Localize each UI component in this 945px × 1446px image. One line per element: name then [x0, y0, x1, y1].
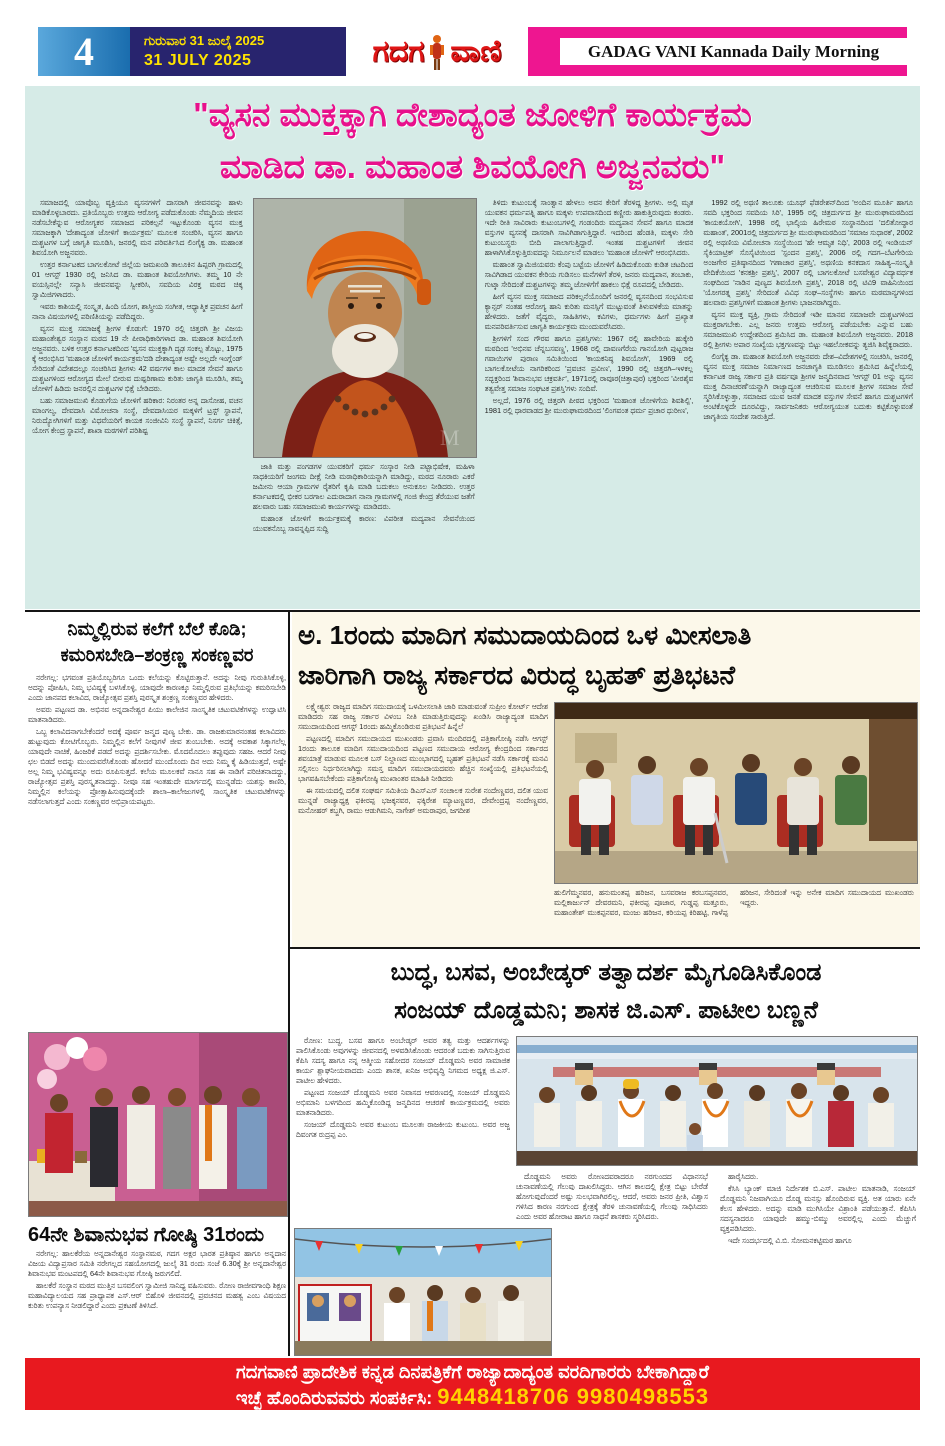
masthead-band: [38, 27, 907, 76]
protest-body: [298, 702, 548, 942]
body-paragraph: ಸಂಜಯ್ ದೊಡ್ಡಮನಿ ಅವರ ಕುಟುಂಬ ಮೂಲತಃ ರಾಜಕೀಯ ಕುಟುಂಬ. ಅವರ ಅಜ್ಜ ದಿವಂಗತ ರುದ್ರಪ್ಪ ಎಂ.: [296, 1120, 510, 1139]
body-paragraph: ಅಲ್ಲದೆ, 1976 ರಲ್ಲಿ ಚಿತ್ತರಗಿ ಪೀಠದ ಭಕ್ತರಿಂದ 'ಮಹಾಂತ ಜೋಳಿಗೆಯ ಶಿವಶಿಲ್ಪಿ', 1981 ರಲ್ಲಿ ಧಾರವಾಡದ ಶ್ರೀ ಮುರುಘಾಮಠದಿಂದ 'ಲಿಂಗವಂತ ಧರ್ಮ ಪ್ರಚಾರ ಧುರೀಣ',: [484, 396, 694, 415]
lead-column-2: [253, 198, 475, 605]
body-paragraph: ಈ ಸಮಯದಲ್ಲಿ ದಲಿತ ಸಂಘರ್ಷ ಸಮಿತಿಯ ಡಿಎಸ್ಎಸ್ ಸಂಚಾಲಕ ಸುರೇಶ ನಂದೇಣ್ಣವರ, ದಲಿತ ಯುವ ಮುನ್ನಡೆ ರಾಜ್ಯಾಧ್ಯಕ್ಷ ಫಕೀರಪ್ಪ ಭಜಕ್ಕನವರ, ಫಕ್ಕಿರೇಶ ಮ್ಯಾಟಣ್ಣವರ, ದೇವೇಂದ್ರಪ್ಪ ನಂದೇಣ್ಣವರ, ಮನೋಹರ್ ಕಬ್ಜಗಿ, ರಾಮು ಆಡುಗಿಮನಿ, ನಾಗೇಶ್ ಅಮರಾಪುರ, ಜಗದೀಶ: [298, 786, 548, 815]
shivanubhava-body: [28, 1249, 286, 1313]
body-paragraph: ಹೀಗೆ ವ್ಯಸನ ಮುಕ್ತ ಸಮಾಜದ ಪರಿಕಲ್ಪನೆಯೊಂದಿಗೆ ಜನರಲ್ಲಿ ವ್ಯಸನದಿಂದ ಸಂಭವಿಸುವ ಕ್ಯಾನ್ಸರ್ ನಂತಹ ಆರೋಗ್ಯ ಹಾನಿ ಕುರಿತು ಮನಸ್ಸಿಗೆ ಮುಟ್ಟುವಂತೆ ತಿಳುವಳಿಕೆಯ ಮಾತನ್ನು ಹೇಳಿದರು. ಜತೆಗೆ ವೈದ್ಯರು, ಸಾಹಿತಿಗಳು, ಕವಿಗಳು, ಧರ್ಮಗಳು ಹೀಗೆ ಪ್ರಖ್ಯಾತ ಮನಪರಿವರ್ತಿಸುವ ಜಾಗೃತಿ ಕಾರ್ಯಕ್ರಮ ಮುಂದುವರೆಸಿದರು.: [484, 292, 694, 331]
protest-press-meet-photo: [554, 702, 918, 884]
protest-headline-line1: ಅ. 1ರಂದು ಮಾದಿಗ ಸಮುದಾಯದಿಂದ ಒಳ ಮೀಸಲಾತಿ: [298, 620, 752, 650]
body-paragraph: ಲಕ್ಷ್ಮೇಶ್ವರ: ರಾಜ್ಯದ ಮಾದಿಗ ಸಮುದಾಯಕ್ಕೆ ಒಳಮೀಸಲಾತಿ ಜಾರಿ ಮಾಡುವಂತೆ ಸುಪ್ರೀಂ ಕೋರ್ಟ್ ಆದೇಶ ಮಾಡಿದರು ಸಹ ರಾಜ್ಯ ಸರ್ಕಾರ ವಿಳಂಬ ನೀತಿ ಮಾಡುತ್ತಿರುವುದನ್ನು ಖಂಡಿಸಿ ರಾಜ್ಯಾದ್ಯಂತ ಮಾದಿಗ ಸಮುದಾಯದಿಂದ ಆಗಸ್ಟ್ 1ರಂದು ಹಮ್ಮಿಕೊಂಡಿರುವ ಪ್ರತಿಭಟನೆ ಹಿನ್ನೆಲೆ: [298, 702, 548, 731]
lead-column-3: [485, 198, 694, 605]
body-paragraph: ಒಬ್ಬ ಕಲಾವಿದನಾಗಬೇಕೆಂದರೆ ಅದಕ್ಕೆ ಪೂರ್ವ ಜನ್ಮದ ಪುಣ್ಯ ಬೇಕು. ಡಾ. ರಾಜಕುಮಾರನಂತಹ ಕಲಾವಿದರು ಹುಟ್ಟುವುದು ಕೋಟಿಗೊಬ್ಬರು. ನಿಮ್ಮಲ್ಲಿನ ಕಲೆಗೆ ನೀವುಗಳೆ ಜೀವ ತುಂಬಬೇಕು. ಅದಕ್ಕೆ ಅವಕಾಶ ಸಿಕ್ಕಾಗಲೆಲ್ಲ ಯಾವುದೇ ನಾಚಿಕೆ, ಹಿಂಜರಿಕೆ ಪಡದೆ ಅದನ್ನು ಪ್ರದರ್ಶಿಸಬೇಕು. ಮೊದಮೊದಲು ತಪ್ಪುವುದು ಸಹಜ. ಆದರೆ ನೀವು ಛಲ ಬಿಡದೆ ಅದನ್ನು ಮುಂದುವರೆಸಿಕೊಂಡು ಹೋದರೆ ಮುಂದೊಂದು ದಿನ ಅದು ನಿಮ್ಮ ಕೈ ಹಿಡಿಯುತ್ತದೆ, ಅಷ್ಟೇ ಅಲ್ಲ ನಿಮ್ಮ ಭವಿಷ್ಯವನ್ನೂ ಅದು ರೂಪಿಸುತ್ತದೆ. ಕಲೆಯ ಮೂಲಕವೆ ನಾನೂ ಸಹ ಈ ನಾಡಿಗೆ ಪರಿಚಿತನಾದದ್ದು, ರಾಜ್ಯೋತ್ಸವ ಪ್ರಶಸ್ತಿ ಪುರಸ್ಕೃತನಾದದ್ದು. ನೀವೂ ಸಹ ಇಂತಹುದೇ ಮಾರ್ಗದಲ್ಲಿ ಮುನ್ನಡೆದು ಯಶಸ್ಸು ಕಾಣಿರಿ, ನಿಮ್ಮಲ್ಲಿನ ಕಲೆಯನ್ನು ಪ್ರೋತ್ಸಾಹಿಸುವುದಕ್ಕೆಂದೇ ಶಾಲಾ–ಕಾಲೇಜುಗಳಲ್ಲಿ ಸಾಂಸ್ಕೃತಿಕ ಚಟುವಟಿಕೆಗಳನ್ನು ನಡೆಸಲಾಗುತ್ತದೆ ಎಂದು ಸಂಕಣ್ಣವರ ಅಭಿಪ್ರಾಯಪಟ್ಟರು.: [28, 727, 286, 806]
shivanubhava-headline: 64ನೇ ಶಿವಾನುಭವ ಗೋಷ್ಠಿ 31ರಂದು: [28, 1224, 265, 1246]
body-paragraph: ಇದೇ ಸಂದರ್ಭದಲ್ಲಿ ವಿ.ಬಿ. ಸೋಮನಕಟ್ಟಿಮಠ ಹಾಗೂ: [728, 1236, 852, 1245]
date-kannada: ಗುರುವಾರ 31 ಜುಲೈ 2025: [144, 33, 265, 48]
birthday-banner-photo: [294, 1228, 552, 1356]
body-paragraph: ಉತ್ತರ ಕರ್ನಾಟಕದ ಬಾಗಲಕೋಟೆ ಜಿಲ್ಲೆಯ ಜಮಖಂಡಿ ತಾಲೂಕಿನ ಹಿಪ್ಪರಗಿ ಗ್ರಾಮದಲ್ಲಿ 01 ಆಗಸ್ಟ್ 1930 ರಲ್ಲಿ ಜನಿಸಿದ ಡಾ. ಮಹಾಂತ ಶಿವಯೋಗಿಗಳು. ತಮ್ಮ 10 ನೇ ವಯಸ್ಸಿನಲ್ಲೇ ಸನ್ಯಾಸಿ ಜೀವನವನ್ನು ಸ್ವೀಕರಿಸಿ, ಸವದಿಯ ವಿರಕ್ತ ಮಠದ ಚಿಕ್ಕ ಸ್ವಾಮಿಜಿಗಳಾದರು.: [32, 260, 243, 299]
body-paragraph: ವ್ಯಸನ ಮುಕ್ತ ವ್ಯಕ್ತಿ, ಗ್ರಾಮ ಸೇರಿದಂತೆ ಇಡೀ ಮಾನವ ಸಮಾಜವೇ ದುಶ್ಚಟಗಳಿಂದ ಮುಕ್ತರಾಗಬೇಕು. ಎಲ್ಲ ಜನರು ಉತ್ತಮ ಆರೋಗ್ಯ ಪಡೆಯಬೇಕು ಎನ್ನುವ ಬಹು ಸಮಾಜಮುಖಿ ಉದ್ದೇಶದಿಂದ ಶ್ರಮಿಸಿದ ಡಾ. ಮಹಾಂತ ಶಿವಯೋಗಿ ಅಜ್ಜನವರು. 2018 ರಲ್ಲಿ ಶ್ರೀಗಳು ಅಪಾರ ಸಂಖ್ಯೆಯ ಭಕ್ತಗಣವನ್ನು ಬಿಟ್ಟು ಇಹಲೋಕವನ್ನು ತ್ಯಜಿಸಿ ಶಿವೈಕ್ಯರಾದರು.: [703, 310, 913, 349]
body-paragraph: ಸಮಾಜದಲ್ಲಿ ಯಾವೊಬ್ಬ ವ್ಯಕ್ತಿಯೂ ವ್ಯಸನಗಳಿಗೆ ದಾಸರಾಗಿ ಜೀವನವನ್ನು ಹಾಳು ಮಾಡಿಕೊಳ್ಳಬಾರದು. ಪ್ರತಿಯೊಬ್ಬರು ಉತ್ತಮ ಆರೋಗ್ಯ ಪಡೆದುಕೊಂಡು ನೆಮ್ಮದಿಯ ಜೀವನ ನಡೆಸಬೇಕೆನ್ನುವ ಆರೋಗ್ಯಕರ ಸಮಾಜದ ಪರಿಕಲ್ಪನೆ ಇಟ್ಟುಕೊಂಡು ವ್ಯಸನ ಮುಕ್ತ ಸಮಾಜಕ್ಕಾಗಿ 'ದೇಶಾದ್ಯಂತ ಜೋಳಿಗೆ ಕಾರ್ಯಕ್ರಮ' ಮೂಲಕ ಸಂಚರಿಸಿ, ವ್ಯಸನ ಹಾಗೂ ದುಶ್ಚಟಗಳ ಬಗ್ಗೆ ಜಾಗೃತಿ ಮೂಡಿಸಿ, ಜನರಲ್ಲಿ ಮನ ಪರಿವರ್ತಿಸಿದ ಲಿಂಗೈಕ್ಯ ಡಾ. ಮಹಾಂತ ಶಿವಯೋಗಿ ಅಜ್ಜನವರು.: [32, 198, 243, 257]
shivanubhava-article: [28, 1221, 286, 1355]
date-english: 31 JULY 2025: [144, 52, 252, 69]
body-paragraph: ಕೆಸಿಸಿ ಬ್ಯಾಂಕ್ ಮಾಜಿ ನಿರ್ದೇಶಕ ಬಿ.ಎಸ್. ಪಾಟೀಲ ಮಾತನಾಡಿ, ಸಂಜಯ್ ದೊಡ್ಡಮನಿ ನಿಜವಾಗಿಯೂ ದೊಡ್ಡ ಮನಸ್ಸು ಹೊಂದಿರುವ ವ್ಯಕ್ತಿ. ಅತ ಯಾರು ಏನೇ ಕೆಲಸ ಹೇಳಿದರು. ಅದನ್ನು ಮಾಡಿ ಮುಗಿಸಿಯೇ ವಿಶ್ರಾಂತಿ ಪಡೆಯುತ್ತಾನೆ. ಕೆಪಿಸಿಸಿ ಸದಸ್ಯನಾದರೂ ಯಾವುದೇ ಹಮ್ಮು-ಬಿಮ್ಮು ಅವರಲ್ಲಿಲ್ಲ ಎಂದು ಮೆಚ್ಚುಗೆ ವ್ಯಕ್ತಪಡಿಸಿದರು.: [720, 1184, 916, 1233]
banner-line2: [25, 1385, 920, 1410]
birthday-headline-line1: ಬುದ್ಧ, ಬಸವ, ಅಂಬೇಡ್ಕರ್ ತತ್ವಾದರ್ಶ ಮೈಗೂಡಿಸಿಕೊಂಡ: [390, 959, 822, 986]
body-paragraph: ತಿಳಿದು ಕುಟುಂಬಕ್ಕೆ ಸಾಂತ್ವಾನ ಹೇಳಲು ಅವನ ಕೇರಿಗೆ ತೆರಳಿದ್ದ ಶ್ರೀಗಳು. ಅಲ್ಲಿ ಮೃತ ಯುವಕನ ಧರ್ಮಪತ್ನಿ ಹಾಗೂ ಮಕ್ಕಳು ಉಪವಾಸದಿಂದ ಕಣ್ಣೀರು ಹಾಕುತ್ತಿರುವುದು ಕಂಡರು. ಇದೇ ರೀತಿ ಸಾವಿರಾರು ಕುಟುಂಬಗಳಲ್ಲಿ ಗಂಡಂದಿರು ಮದ್ಯಪಾನ ಸೇವನೆ ಹಾಗೂ ಮಾದಕ ವಸ್ತುಗಳ ವ್ಯಸನಕ್ಕೆ ದಾಸರಾಗಿ ಸಾವಿಗಿಡಾಗುತ್ತಿದ್ದಾರೆ. ಇದರಿಂದ ಹೆಂಡತಿ, ಮಕ್ಕಳು ಸೇರಿ ಕುಟುಂಬಸ್ಥರು ಬೀದಿ ಪಾಲಾಗುತ್ತಿದ್ದಾರೆ. ಇಂತಹ ದುಶ್ಚಟಗಳಿಗೆ ಜೀವನ ಹಾಳಾಗಿಸಿಕೊಳ್ಳುತ್ತಿರುವದನ್ನು ನಿರ್ಮೂಲನೆ ಮಾಡಲು 'ಮಹಾಂತ ಜೋಳಿಗೆ' ಆರಂಭಿಸಿದರು.: [484, 198, 694, 257]
body-paragraph: ಅವರು ಪಟ್ಟಣದ ಡಾ. ಅಭಿನವ ಅನ್ನದಾನೇಶ್ವರ ಪಿಯು ಕಾಲೇಜಿನ ಸಾಂಸ್ಕೃತಿಕ ಚಟುವಟಿಕೆಗಳನ್ನು ಉದ್ಘಾಟಿಸಿ ಮಾತನಾಡಿದರು.: [28, 705, 286, 724]
body-paragraph: 1992 ರಲ್ಲಿ ಅಥಣಿ ತಾಲೂಕು ಯೂಥ್ ಫೆಡರೇಶನ್‌ದಿಂದ 'ಅಂದಿನ ಮೂರ್ತಿ ಹಾಗೂ ಸವದಿ ಭಕ್ತರಿಂದ ಸವದಿಯ ಸಿರಿ', 1995 ರಲ್ಲಿ ಚಿತ್ರದುರ್ಗದ ಶ್ರೀ ಮುರುಘಾಮಠದಿಂದ 'ಕಾಯಕಯೋಗಿ', 1998 ರಲ್ಲಿ ಭಾಲ್ಕಿಯ ಹಿರೇಮಠ ಸಂಸ್ಥಾನದಿಂದ 'ದಲಿತೋದ್ಧಾರ ಮಹಾಂತ', 2001ರಲ್ಲಿ ಚಿತ್ರದುರ್ಗದ ಶ್ರೀ ಮುರುಘಾಮಠದಿಂದ 'ಸಮಾಜ ಸುಧಾರಕ', 2002 ರಲ್ಲಿ ಅಥಣಿಯ ವಿಮೋಚನಾ ಸಂಸ್ಥೆಯಿಂದ 'ಹೇ ಆಮೃತ ನಿಧಿ', 2003 ರಲ್ಲಿ ಇಂಡಿಯನ್ ಸೈಕಿಯಾಟ್ರಿಕ್ ಸೊಸೈಟಿಯಿಂದ 'ಸ್ಪಂದನ ಪ್ರಶಸ್ತಿ', 2006 ರಲ್ಲಿ ಗದಗ–ಬೆಟಗೇರಿಯ ಅಂಜಗೇರ ಪ್ರತಿಷ್ಠಾನದಿಂದ 'ಗಣಾಚಾರ ಪ್ರಶಸ್ತಿ', ಅಥಣಿಯ ಕನಕದಾಸ ಸಾಹಿತ್ಯ–ಸಂಸ್ಕೃತಿ ವೇದಿಕೆಯಿಂದ 'ಕನಕಶ್ರೀ ಪ್ರಶಸ್ತಿ', 2007 ರಲ್ಲಿ ಬಾಗಲಕೋಟೆ ಬಸವೇಶ್ವರ ವಿದ್ಯಾವರ್ಧಕ ಸಂಘದಿಂದ 'ನಾಡಿನ ಪುಣ್ಯದ ಶಿವಯೋಗಿ ಪ್ರಶಸ್ತಿ', 2018 ರಲ್ಲಿ ಟಿವಿ9 ವಾಹಿನಿಯಿಂದ 'ಯೋಗರತ್ನ ಪ್ರಶಸ್ತಿ' ಸೇರಿದಂತೆ ವಿವಿಧ ಸಂಘ–ಸಂಸ್ಥೆಗಳು ಹಾಗೂ ಮಠಮಾನ್ಯಗಳಿಂದ ಹಲವಾರು ಪ್ರಶಸ್ತಿಗಳಿಗೆ ಮಹಾಂತ ಶ್ರೀಗಳು ಭಾಜನರಾಗಿದ್ದರು.: [703, 198, 913, 307]
lead-article: [25, 86, 920, 609]
body-paragraph: ನರೇಗಲ್ಲ: ಹಾಲಕೆರೆಯ ಅನ್ನದಾನೇಶ್ವರ ಸಂಸ್ಥಾನಮಠ, ಗದಗ ಅಕ್ಷರ ಭಾರತ ಪ್ರತಿಷ್ಠಾನ ಹಾಗೂ ಅನ್ನದಾನ ವಿಜಯ ವಿದ್ಯಾಪ್ರಸಾರ ಸಮಿತಿ ನರೇಗಲ್ಲದ ಸಹಯೋಗದಲ್ಲಿ ಜುಲೈ 31 ರಂದು ಸಂಜೆ 6.30ಕ್ಕೆ ಶ್ರೀ ಅನ್ನದಾನೇಶ್ವರ ಶಿವಾನುಭವ ಮಂಟಪದಲ್ಲಿ 64ನೇ ಶಿವಾನುಭವ ಗೋಷ್ಠಿ ಜರುಗಲಿದೆ.: [28, 1249, 286, 1278]
horizontal-divider: [290, 947, 920, 949]
body-paragraph: ಲಿಂಗೈಕ್ಯ ಡಾ. ಮಹಾಂತ ಶಿವಯೋಗಿ ಅಜ್ಜನವರು ದೇಶ–ವಿದೇಶಗಳಲ್ಲಿ ಸಂಚರಿಸಿ, ಜನರಲ್ಲಿ ವ್ಯಸನ ಮುಕ್ತ ಸಮಾಜ ನಿರ್ಮಾಣದ ಜನಜಾಗೃತಿ ಮೂಡಿಸಲು ಶ್ರಮಿಸಿದ ಹಿನ್ನೆಲೆಯಲ್ಲಿ ಕರ್ನಾಟಕ ರಾಜ್ಯ ಸರ್ಕಾರ ಪ್ರತಿ ವರ್ಷವೂ ಶ್ರೀಗಳ ಜನ್ಮದಿನವಾದ 'ಆಗಸ್ಟ್ 01 ಅನ್ನು ವ್ಯಸನ ಮುಕ್ತ ದಿನಾಚರಣೆ'ಯನ್ನಾಗಿ ರಾಜ್ಯಾದ್ಯಂತ ಆಚರಿಸುವ ಮೂಲಕ ಶ್ರೀಗಳ ಸಮಾಜ ಸೇವೆ ಸ್ಮರಿಸಿಕೊಳ್ಳುತ್ತಾ, ಸಮಾಜದ ಯುವ ಜನತೆ ಮಾದಕ ವಸ್ತುಗಳ ಸೇವನೆ ಹಾಗೂ ದುಶ್ಚಟಗಳಿಗೆ ಅಂಟಿಕೊಳ್ಳದೇ ದೂರವಿದ್ದು, ಸಾರ್ವಜನಿಕರು ಆರೋಗ್ಯಯುತ ಬದುಕು ಕಟ್ಟಿಕೊಳ್ಳುವಂತೆ ಜಾಗೃತಿಯ ಸಂದೇಶ ಸಾರುತ್ತಿದೆ.: [703, 352, 913, 421]
body-paragraph: ಹಾರೈಸಿದರು.: [728, 1172, 759, 1181]
body-paragraph: ನರೇಗಲ್ಲ: ಭಗವಂತ ಪ್ರತಿಯೊಬ್ಬರಿಗೂ ಒಂದು ಕಲೆಯನ್ನು ಕೊಟ್ಟಿರುತ್ತಾನೆ. ಅದನ್ನು ನೀವು ಗುರುತಿಸಿಕೊಳ್ಳಿ, ಅದನ್ನು ಪೋಷಿಸಿ, ನಿಮ್ಮ ಭವಿಷ್ಯಕ್ಕೆ ಬಳಸಿಕೊಳ್ಳಿ, ಯಾವುದೇ ಕಾರಣಕ್ಕೂ ನಿಮ್ಮಲ್ಲಿರುವ ಪ್ರತಿಭೆಯನ್ನು ಕಮರಿಸಬೇಡಿ ಎಂದು ಜಾನಪದ ಕಲಾವಿದ, ರಾಜ್ಯೋತ್ಸವ ಪ್ರಶಸ್ತಿ ಪುರಸ್ಕೃತ ಶಂಕ್ರಣ್ಣ ಸಂಕಣ್ಣವರ ಹೇಳಿದರು.: [28, 673, 286, 702]
logo-text-left: ಗದಗ: [372, 34, 425, 68]
masthead-title: GADAG VANI Kannada Daily Morning: [560, 38, 907, 65]
body-paragraph: ಶ್ರೀಗಳಿಗೆ ಸಂದ ಗೌರವ ಹಾಗೂ ಪ್ರಶಸ್ತಿಗಳು: 1967 ರಲ್ಲಿ ಹಾವೇರಿಯ ಹುಕ್ಕೇರಿ ಮಠದಿಂದ 'ಅಭಿನವ ಚೆನ್ನಬಸವಣ್ಣ', 1968 ರಲ್ಲಿ ದಾವಣಗೆರೆಯ ಗಾನಯೋಗಿ ಪುಟ್ಟರಾಜ ಗವಾಯಿಗಳ ಪುರಾಣ ಸಮಿತಿಯಿಂದ 'ಕಾಯಕನಿಷ್ಠ ಶಿವಯೋಗಿ', 1969 ರಲ್ಲಿ ಬಾಗಲಕೋಟೆಯ ನಾಗರಿಕರಿಂದ 'ಪ್ರವಚನ ಪ್ರವೀಣ', 1990 ರಲ್ಲಿ ಚಿತ್ತರಗಿ–ಇಳಕಲ್ಲ ಸದ್ಭಕ್ತರಿಂದ 'ಶಿವಾನುಭವ ಚಕ್ರವರ್ತಿ', 1971ರಲ್ಲಿ ರಾವೂರ(ಚಿತ್ತಾಪುರ) ಭಕ್ತರಿಂದ 'ವೀರಶೈವ ತತ್ವವೇತ್ತ ಸಮಾಜ ಸಂಘಟಕ ಪ್ರಶಸ್ತಿ'ಗಳು ಸಂದಿವೆ.: [484, 334, 694, 393]
art-article: [28, 616, 286, 1030]
art-headline-line1: ನಿಮ್ಮಲ್ಲಿರುವ ಕಲೆಗೆ ಬೆಲೆ ಕೊಡಿ;: [67, 619, 247, 639]
lead-portrait-photo: [253, 198, 477, 458]
date-box: [130, 27, 370, 76]
lead-columns: [32, 198, 913, 605]
body-paragraph: ಇವರು ಕಾಶಿಯಲ್ಲಿ ಸಂಸ್ಕೃತ, ಹಿಂದಿ ಯೋಗ, ಶಾಸ್ತ್ರೀಯ ಸಂಗೀತ, ಆಧ್ಯಾತ್ಮಿಕ ಪ್ರವಚನ ಹೀಗೆ ನಾನಾ ವಿಷಯಗಳಲ್ಲಿ ಪರಿಣಿತಿಯನ್ನು ಪಡೆದಿದ್ದರು.: [32, 302, 243, 321]
body-paragraph: ಮಹಾಂತ ಜೋಳಿಗೆ ಕಾರ್ಯಕ್ರಮಕ್ಕೆ ಕಾರಣ: ವಿಪರೀತ ಮದ್ಯಪಾನ ಸೇವನೆಯಿಂದ ಯುವಕನೊಬ್ಬ ಸಾವನ್ನಪ್ಪಿದ ಸುದ್ದಿ: [252, 514, 475, 533]
art-event-photo: [28, 1032, 288, 1217]
birthday-body-column: [296, 1036, 510, 1224]
recruitment-banner: [25, 1358, 920, 1410]
logo-figure-icon: [428, 32, 446, 72]
body-paragraph: ವ್ಯಸನ ಮುಕ್ತ ಸಮಾಜಕ್ಕೆ ಶ್ರೀಗಳ ಕೊಡುಗೆ: 1970 ರಲ್ಲಿ ಚಿತ್ತರಗಿ ಶ್ರೀ ವಿಜಯ ಮಹಾಂತೇಶ್ವರ ಸಂಸ್ಥಾನ ಮಠದ 19 ನೇ ಪೀಠಾಧಿಕಾರಿಗಳಾದ ಡಾ. ಮಹಾಂತ ಶಿವಯೋಗಿ ಅಜ್ಜನವರು. ಬಳಿಕ ಉತ್ತರ ಕರ್ನಾಟಕದಿಂದ 'ವ್ಯಸನ ಮುಕ್ತಕ್ಕಾಗಿ ದೃಢ ಸಂಕಲ್ಪ ತೊಟ್ಟು, 1975 ಕ್ಕೆ ಆರಂಭಿಸಿದ 'ಮಹಾಂತ ಜೋಳಿಗೆ ಕಾರ್ಯಕ್ರಮ'ದಡಿ ದೇಶಾದ್ಯಂತ ಅಷ್ಟೇ ಅಲ್ಲದೇ ಇಂಗ್ಲೆಂಡ್ ಸೇರಿದಂತೆ ವಿದೇಶದಲ್ಲೂ ಸಂಚರಿಸಿದ ಶ್ರೀಗಳು 42 ವರ್ಷಗಳ ಕಾಲ ಮಾದಕ ಸೇವನೆ ಹಾಗೂ ದುಶ್ಚಟಗಳಿಂದ ಆರೋಗ್ಯದ ಮೇಲೆ ಬೀರುವ ದುಷ್ಪರಿಣಾಮ ಕುರಿತು ಜಾಗೃತಿ ಮೂಡಿಸಿ, ತಮ್ಮ ಜೋಳಿಗೆ ಹಿಡಿದು ಜನರಲ್ಲಿನ ದುಶ್ಚಟಗಳ ಭಿಕ್ಷೆ ಬೇಡಿದರು.: [32, 324, 243, 393]
birthday-article: [292, 950, 920, 1356]
lead-column-2-text: [253, 462, 475, 605]
body-paragraph: ದೊಡ್ಡಮನಿ ಅವರು ರೋಣದವರಾದರೂ ನರಗುಂದದ ವಿಧಾನಸಭೆ ಚುನಾವಣೆಯಲ್ಲಿ ಗೆಲುವು ದಾಖಲಿಸಿದ್ದರು. ಆಗಿನ ಕಾಲದಲ್ಲಿ ಕ್ಷೇತ್ರ ಬಿಟ್ಟು ಬೇರೆಡೆ ಹೋಗುವುದೆಂದರೆ ಅಷ್ಟು ಸುಲಭವಾಗಿರಲಿಲ್ಲ. ಆದರೆ, ಅವರು ಜನರ ಪ್ರೀತಿ, ವಿಶ್ವಾಸ ಗಳಿಸಿದ ಕಾರಣ ನರಗುಂದ ಕ್ಷೇತ್ರಕ್ಕೆ ತೆರಳಿ ಚುನಾವಣೆಯಲ್ಲಿ ಗೆಲುವು ಸಾಧಿಸಿದರು ಎಂದು ಅವರ ಹೋರಾಟ ಹಾಗೂ ಸಾಧನೆ ಶಾಸಕರು ಸ್ಮರಿಸಿದರು.: [516, 1172, 708, 1221]
body-paragraph: ಪಟ್ಟಣದ ಸಂಜಯ್ ದೊಡ್ಡಮನಿ ಅವರ ನಿವಾಸದ ಆವರಣದಲ್ಲಿ ಸಂಜಯ್ ದೊಡ್ಡಮನಿ ಅಭಿಮಾನಿ ಬಳಗದಿಂದ ಹಮ್ಮಿಕೊಂಡಿದ್ದ ಜನ್ಮದಿನದ ಆಚರಣೆ ಕಾರ್ಯಕ್ರಮದಲ್ಲಿ ಅವರು ಮಾತನಾಡಿದರು.: [296, 1088, 510, 1117]
birthday-continuation-column-2: [720, 1172, 916, 1352]
lead-column-1: [32, 198, 243, 605]
body-paragraph: ಹಾಲಕೆರೆ ಸಂಸ್ಥಾನ ಮಠದ ಮುತ್ತಿನ ಬಸವಲಿಂಗ ಸ್ವಾಮೀಜಿ ಸಾನಿಧ್ಯ ವಹಿಸುವರು. ರೋಣ ರಾಜೀವಗಾಂಧಿ ಶಿಕ್ಷಣ ಮಹಾವಿದ್ಯಾಲಯದ ಸಹ ಪ್ರಾಧ್ಯಾಪಕ ಎಸ್.ಆರ್ ಬಿಹೊಳಿ ಜೀವನದಲ್ಲಿ ಪ್ರವಚನದ ಮಹತ್ವ ಎಂಬ ವಿಷಯದ ಕುರಿತು ಉಪನ್ಯಾಸ ನೀಡಲಿದ್ದಾರೆ ಎಂದು ಪ್ರಕಟಣೆ ತಿಳಿಸಿದೆ.: [28, 1281, 286, 1310]
protest-article: [292, 612, 920, 947]
body-paragraph: ಜಾತಿ ಮತ್ತು ಪಂಗಡಗಳ ಯುವಕರಿಗೆ ಧರ್ಮ ಸಂಸ್ಕಾರ ನೀಡಿ ಪಟ್ಟಾಭಿಷೇಕ, ಮಹಿಳಾ ಸಾಧಕಿಯರಿಗೆ ಜಂಗಮ ದೀಕ್ಷೆ ನೀಡಿ ಮಠಾಧಿಕಾರಿಯನ್ನಾಗಿ ಮಾಡಿದ್ದು, ಮಠದ ನೂರಾರು ಎಕರೆ ಜಮೀನು ಆಯಾ ಗ್ರಾಮಗಳ ರೈತರಿಗೆ ಕೃಷಿ ಮಾಡಿ ಬದುಕಲು ಅನುಕೂಲ ನೀಡಿದರು. ಉತ್ತರ ಕರ್ನಾಟಕದಲ್ಲಿ ಭೀಕರ ಬರಗಾಲ ಎದುರಾದಾಗ ನಾನಾ ಗ್ರಾಮಗಳಲ್ಲಿ ಗಂಜಿ ಕೇಂದ್ರ ತೆರೆಯುವ ಜತೆಗೆ ಹಲವಾರು ಬಹು ಸಮಾಜಮುಖಿ ಕಾರ್ಯಗಳನ್ನು ಮಾಡಿದರು.: [252, 462, 475, 511]
lead-column-4: [703, 198, 913, 605]
newspaper-logo: [346, 27, 528, 76]
body-paragraph: ಮಹಾಂತ ಸ್ವಾಮಿಜಿಯವರು ಕೆಂಪು ಬಟ್ಟೆಯ ಜೋಳಿಗೆ ಹಿಡಿದುಕೊಂಡು ಕುಡಿತ ಚಟದಿಂದ ಸಾವಿಗಿಡಾದ ಯುವಕನ ಕೇರಿಯ ಗುಡಿಸಲು ಮನೆಗಳಿಗೆ ತೆರಳಿ, ಜನರು ಮದ್ಯಪಾನ, ತಂಬಾಕು, ಗುಟ್ಕಾ ಸೇರಿದಂತೆ ದುಶ್ಚಟಗಳನ್ನು ತಮ್ಮ ಜೋಳಿಗೆಗೆ ಹಾಕಲು ಭಿಕ್ಷೆ ರೂಪದಲ್ಲಿ ಬೇಡಿದರು.: [484, 260, 694, 289]
lead-headline-line1: "ವ್ಯಸನ ಮುಕ್ತಕ್ಕಾಗಿ ದೇಶಾದ್ಯಂತ ಜೋಳಿಗೆ ಕಾರ್ಯಕ್ರಮ: [193, 96, 752, 133]
svg-text:M: M: [439, 425, 460, 450]
banner-phone-numbers: 9448418706 9980498553: [437, 1384, 710, 1409]
art-body: [28, 673, 286, 1013]
logo-text-right: ವಾಣಿ: [450, 34, 502, 68]
banner-line1: ಗದಗವಾಣಿ ಪ್ರಾದೇಶಿಕ ಕನ್ನಡ ದಿನಪತ್ರಿಕೆಗೆ ರಾಜ್ಯಾದಾದ್ಯಂತ ವರದಿಗಾರರು ಬೇಕಾಗಿದ್ದಾರೆ: [235, 1362, 710, 1382]
birthday-headline-line2: ಸಂಜಯ್ ದೊಡ್ಡಮನಿ; ಶಾಸಕ ಜಿ.ಎಸ್. ಪಾಟೀಲ ಬಣ್ಣನೆ: [394, 997, 818, 1024]
vertical-divider: [288, 612, 290, 1356]
birthday-stage-photo: [516, 1036, 918, 1166]
art-headline-line2: ಕಮರಿಸಬೇಡಿ–ಶಂಕ್ರಣ್ಣ ಸಂಕಣ್ಣವರ: [60, 645, 254, 665]
body-paragraph: ಪಟ್ಟಣದಲ್ಲಿ ಮಾದಿಗ ಸಮುದಾಯದ ಮುಖಂಡರು ಪ್ರವಾಸಿ ಮಂದಿರದಲ್ಲಿ ಪತ್ರಿಕಾಗೋಷ್ಠಿ ನಡೆಸಿ ಆಗಸ್ಟ್ 1ರಂದು ತಾಲೂಕ ಮಾದಿಗ ಸಮುದಾಯದಿಂದ ಪಟ್ಟಣದ ಸಮುದಾಯ ಆರೋಗ್ಯ ಕೇಂದ್ರದಿಂದ ಸರ್ಕಾರದ ಶವಯಾತ್ರೆ ಮಾಡುವ ಮೂಲಕ ಬಸ್ ನಿಲ್ದಾಣದ ಮುಂಭಾಗದಲ್ಲಿ ಬೃಹತ್ ಪ್ರತಿಭಟನೆ ನಡೆಸಿ ಸರ್ಕಾರಕ್ಕೆ ಮನವಿ ಸಲ್ಲಿಸಲು ನಿರ್ಧರಿಸಲಾಗಿದ್ದು ಸಮಸ್ತ ಮಾದಿಗ ಸಮುದಾಯದವರು ಹೆಚ್ಚಿನ ಸಂಖ್ಯೆಯಲ್ಲಿ ಪ್ರತಿಭಟನೆಯಲ್ಲಿ ಭಾಗವಹಿಸಬೇಕೆಂದು ಪತ್ರಿಕಾಗೋಷ್ಠಿ ಮುಖಾಂತರ ಮಾಹಿತಿ ನೀಡಿದರು: [298, 734, 548, 783]
protest-headline-line2: ಜಾರಿಗಾಗಿ ರಾಜ್ಯ ಸರ್ಕಾರದ ವಿರುದ್ಧ ಬೃಹತ್ ಪ್ರತಿಭಟನೆ: [298, 660, 736, 690]
banner-contact-label: ಇಚ್ಛೆ ಹೊಂದಿರುವವರು ಸಂಪರ್ಕಿಸಿ:: [235, 1388, 433, 1408]
page-number: 4: [38, 27, 130, 76]
body-paragraph: ರೋಣ: ಬುದ್ಧ, ಬಸವ ಹಾಗೂ ಅಂಬೇಡ್ಕರ್ ಅವರ ತತ್ವ ಮತ್ತು ಆದರ್ಶಗಳನ್ನು ಪಾಲಿಸಿಕೊಂಡು ಅವುಗಳನ್ನು ಜೀವನದಲ್ಲಿ ಅಳವಡಿಸಿಕೊಂಡು ಆದರಂತೆ ಬದುಕು ಸಾಗಿಸುತ್ತಿರುವ ಕೆಪಿಸಿ ಸದಸ್ಯ ಹಾಗೂ ನನ್ನ ಆತ್ಮೀಯ ಸಹೋದರ ಸಂಜಯ್ ದೊಡ್ಡಮನಿ ಅವರ ಸಾಮಾಜಿಕ ಕಾರ್ಯ ಶ್ಲಾಘನೀಯವಾದದು ಎಂದು ಶಾಸಕ, ಖನಿಜ ಅಭಿವೃದ್ಧಿ ನಿಗಮದ ಅಧ್ಯಕ್ಷ ಜಿ.ಎಸ್. ಪಾಟೀಲ ಹೇಳಿದರು.: [296, 1036, 510, 1085]
body-paragraph: ಬಹು ಸಮಾಜಮುಖಿ ಕೊಡುಗೆಯ ಜೋಳಿಗೆ ಹರಿಕಾರ: ನಿರಂತರ ಅನ್ನ ದಾಸೋಹ, ವಚನ ಮಾಂಗಲ್ಯ, ದೇವದಾಸಿ ವಿಮೋಚನಾ ಸಂಸ್ಥೆ, ದೇವದಾಸಿಯರ ಮಕ್ಕಳಿಗೆ ಟ್ರಸ್ಟ್ ಸ್ಥಾಪನೆ, ನಿರುದ್ಯೋಗಿಗಳಿಗೆ ಮತ್ತು ವಿಧವೆಯರಿಗೆ ಕಾಯಕ ಸಂಜೀವಿನಿ ಸಂಸ್ಥೆ ಸ್ಥಾಪನೆ, ನಿಸರ್ಗ ಚಿಕಿತ್ಸೆ, ಯೋಗ ಕೇಂದ್ರ ಸ್ಥಾಪನೆ, ಶಾಖಾ ಮಠಗಳಿಗೆ ಪರಿಶಿಷ್ಟ: [32, 396, 243, 435]
lead-headline-line2: ಮಾಡಿದ ಡಾ. ಮಹಾಂತ ಶಿವಯೋಗಿ ಅಜ್ಜನವರು": [219, 148, 726, 185]
protest-names-caption: ಹುಲಿಗೆಮ್ಮನವರ, ಹನುಮಂತಪ್ಪ ಹರಿಜನ, ಬಸವರಾಜ ಕರಬಸಪ್ಪನವರ, ಮಲ್ಲಿಕಾರ್ಜುನ್ ದೇವರಮನಿ, ಫಕೀರಪ್ಪ ಪೂಜಾರ, ಗುಡ್ಡಪ್ಪ ಮತ್ತೂರು, ಮಹಾಂತೇಶ್ ಮುಕಪ್ಪನವರ, ಮಂಜು ಹರಿಜನ, ಕರಿಯಪ್ಪ ಕಿರಿಹಟ್ಟಿ, ಗಾಳೆಪ್ಪ ಹರಿಜನ, ಸೇರಿದಂತೆ ಇನ್ನು ಅನೇಕ ಮಾದಿಗ ಸಮುದಾಯದ ಮುಖಂಡರು ಇದ್ದರು.: [554, 888, 914, 917]
